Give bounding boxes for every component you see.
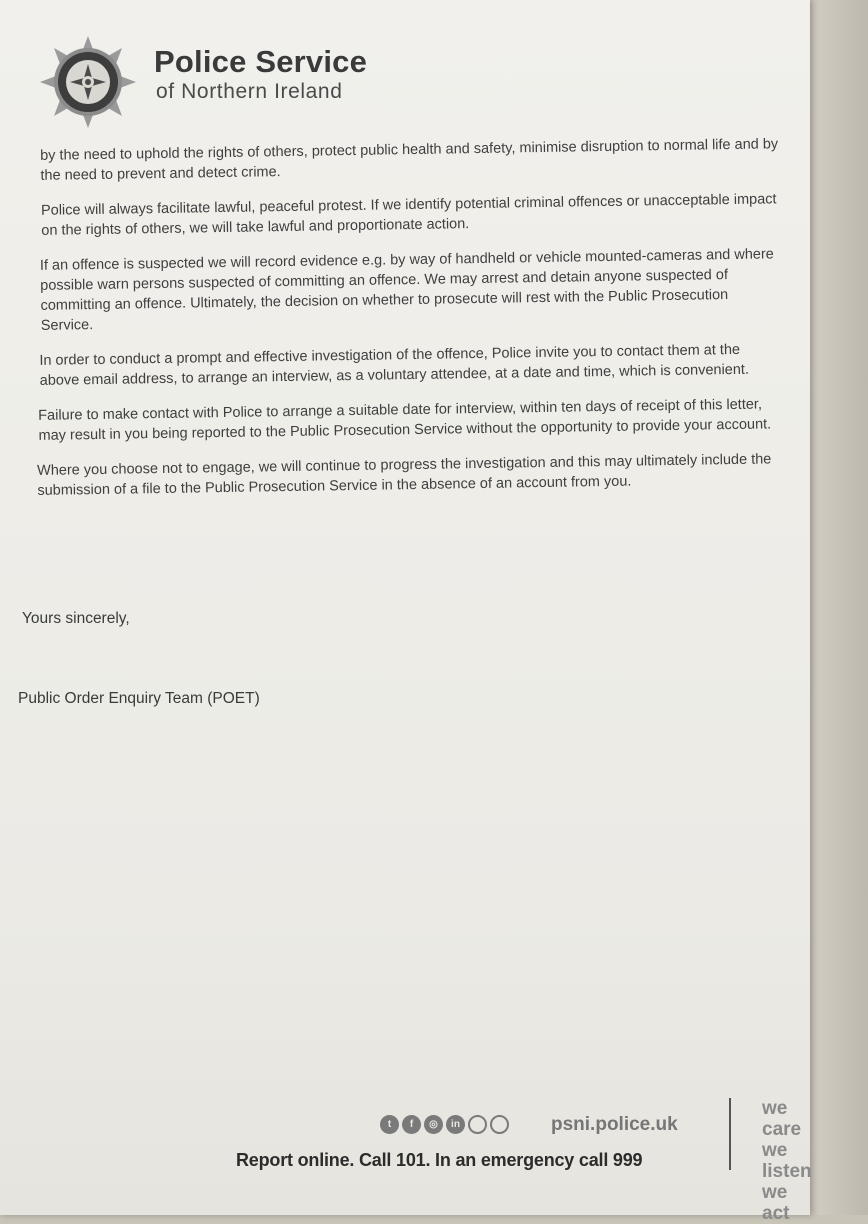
twitter-icon: t	[380, 1115, 399, 1134]
linkedin-icon: in	[446, 1115, 465, 1134]
paragraph-evidence: If an offence is suspected we will record evidence e.g. by way of handheld or vehicle mounted-cameras and where possible warn persons suspected of committing an offence. We may arrest and detain anyone suspected of committing an offence. Ultimately, the decision on whether to prosecute will rest with the Public Prosecution Service.	[39, 246, 774, 334]
paragraph-engagement: Where you choose not to engage, we will continue to progress the investigation and this may ultimately include the submission of a file to the Public Prosecution Service in the absence of an account from you.	[36, 451, 772, 499]
facebook-icon: f	[402, 1115, 421, 1134]
psni-crest-logo	[38, 34, 138, 130]
paragraph-protest: Police will always facilitate lawful, peaceful protest. If we identify potential criminal offences or unacceptable impact on the rights of others, we will take lawful and proportionate action.	[40, 191, 777, 239]
paragraph-purpose: by the need to uphold the rights of others, protect public health and safety, minimise disruption to normal life and by the need to prevent and detect crime.	[40, 136, 779, 184]
youtube-icon	[468, 1115, 487, 1134]
paragraph-interview: In order to conduct a prompt and effective investigation of the offence, Police invite you to contact them at the above email address, to arrange an interview, as a voluntary attendee, at a date and time, which is convenient.	[39, 341, 750, 389]
tagline-act: we act	[762, 1182, 790, 1224]
report-line: Report online. Call 101. In an emergency call 999	[236, 1150, 643, 1170]
instagram-icon: ◎	[424, 1115, 443, 1134]
tagline-listen: we listen	[762, 1140, 812, 1182]
closing-line: Yours sincerely,	[22, 610, 130, 627]
website-link: psni.police.uk	[551, 1114, 678, 1135]
social-icons	[380, 1115, 509, 1134]
signatory: Public Order Enquiry Team (POET)	[18, 690, 260, 707]
footer-divider	[729, 1098, 731, 1170]
letter-body	[30, 134, 786, 516]
paragraph-failure: Failure to make contact with Police to arrange a suitable date for interview, within ten days of receipt of this letter, may result in you being reported to the Public Prosecution Service without the opportunity to provide your account.	[38, 396, 772, 444]
org-name: Police Service	[154, 44, 368, 79]
org-subtitle: of Northern Ireland	[156, 80, 343, 103]
tagline	[762, 1098, 812, 1224]
flickr-icon	[490, 1115, 509, 1134]
tagline-care: we care	[762, 1098, 802, 1140]
